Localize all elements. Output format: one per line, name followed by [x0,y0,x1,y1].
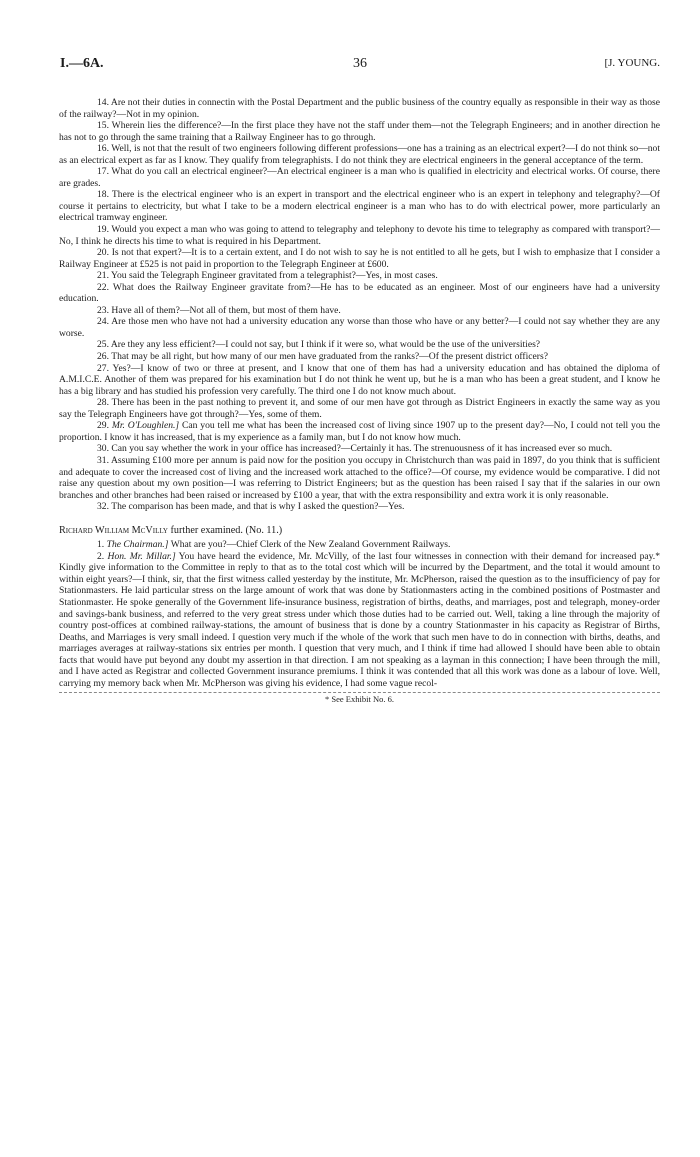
paper-reference: I.—6A. [60,56,104,71]
paragraph-28: 28. There has been in the past nothing to prevent it, and some of our men have got through as District Engineers in exactly the same way as you say the Telegraph Engineers have got through?—Yes, some of them. [59,397,660,420]
paragraph-21: 21. You said the Telegraph Engineer gravitated from a telegraphist?—Yes, in most cases. [97,270,438,282]
question-number: 2. [97,550,105,562]
page-header [60,58,660,78]
paragraph-27: 27. Yes?—I know of two or three at present, and I know that one of them has had a university education and has obtained the diploma of A.M.I.C.E. Another of them was prepared for his examination but I do not think he went up, but he is a man who has been a great student, and I know he has a big library and has studied his profession very carefully. The third one I do not know much about. [59,362,660,397]
question-number: 29. [97,420,109,432]
footnote-rule [59,692,660,693]
paragraph-26: 26. That may be all right, but how many of our men have graduated from the ranks?—Of the present district officers? [97,351,548,363]
question-text: What are you?—Chief Clerk of the New Zealand Government Railways. [170,539,451,551]
section-heading [59,525,660,537]
witness-name: [J. YOUNG. [604,57,660,69]
speaker: Hon. Mr. Millar.] [107,550,176,562]
paragraph-14: 14. Are not their duties in connectin with the Postal Department and the public business of the country equally as responsible in their way as those of the railway?—Not in my opinion. [59,97,660,120]
question-text: Can you tell me what has been the increased cost of living since 1907 up to the present day?—No, I could not tell you the proportion. I know it has increased, that is my experience as a family man, but I do not know how much. [59,420,660,443]
paragraph-q2 [59,551,660,690]
paragraph-25: 25. Are they any less efficient?—I could not say, but I think if it were so, what would be the use of the universities? [97,339,541,351]
speaker: Mr. O'Loughlen.] [111,420,180,432]
question-text: You have heard the evidence, Mr. McVilly, of the last four witnesses in connection with their demand for increased pay.* Kindly give information to the Committee in reply to that as to the total cost which will be incurred by the Department, and the total it would amount to within eight years?—I think, sir, that the first witness called yesterday by the institute, Mr. McPherson, raised the question as to the insufficiency of pay for Stationmasters. He laid particular stress on the large amount of work that was done by Stationmasters acting in the combined positions of Postmaster and Stationmaster. He spoke generally of the Government life-insurance business, registration of births, deaths, and marriages, post and telegraph, money-order and savings-bank business, and referred to the very great stress under which those duties had to be carried out. Well, taking a line through the majority of country post-offices at combined railway-stations, the amount of business that is done by a country Stationmaster in his capacity as Registrar of Births, Deaths, and Marriages is very small indeed. I question very much if the whole of the work that such men have to do in connection with births, deaths, and marriages averages at railway-stations six entries per month. I question that very much, and I think if time had allowed I should have been able to obtain facts that would have put beyond any doubt my assertion in that direction. I am not speaking as a layman in this connection; I have been through the mill, and I have acted as Registrar and collected Government insurance premiums. I think it was contended that all this work was done as a labour of love. Well, carrying my memory back when Mr. McPherson was giving his evidence, I had some vague recol- [59,550,660,689]
paragraph-15: 15. Wherein lies the difference?—In the first place they have not the staff under them—not the Telegraph Engineers; and in another direction he has not to go through the same training that a Railway Engineer has to go through. [59,120,660,143]
heading-rest: further examined. (No. 11.) [170,524,283,536]
paragraph-19: 19. Would you expect a man who was going to attend to telegraphy and telephony to devote his time to telegraphy as compared with transport?—No, I think he directs his time to what is required in his Department. [59,224,660,247]
paragraph-q1 [59,539,660,551]
paragraph-18: 18. There is the electrical engineer who is an expert in transport and the electrical engineer who is an expert in telephony and telegraphy?—Of course it pertains to electricity, but what I take to be a modern electrical engineer is a man who has to do with electrical power, more particularly an electrical tramway engineer. [59,189,660,224]
paragraph-24: 24. Are those men who have not had a university education any worse than those who have or any better?—I could not say whether they are any worse. [59,316,660,339]
footnote: * See Exhibit No. 6. [325,694,394,705]
paragraph-32: 32. The comparison has been made, and that is why I asked the question?—Yes. [97,501,405,513]
question-number: 1. [97,539,105,551]
paragraph-22: 22. What does the Railway Engineer gravitate from?—He has to be educated as an engineer. Most of our engineers have had a university education. [59,281,660,305]
paragraph-29 [59,420,660,443]
paragraph-30: 30. Can you say whether the work in your office has increased?—Certainly it has. The strenuousness of it has increased ever so much. [97,443,613,455]
paragraph-20: 20. Is not that expert?—It is to a certain extent, and I do not wish to say he is not entitled to all he gets, but I wish to emphasize that I consider a Railway Engineer at £525 is not paid in proportion to the Telegraph Engineer at £600. [59,247,660,270]
paragraph-23: 23. Have all of them?—Not all of them, but most of them have. [97,304,341,316]
paragraph-17: 17. What do you call an electrical engineer?—An electrical engineer is a man who is qualified in electricity and electrical works. Of course, there are grades. [59,166,660,189]
page-number: 36 [353,56,367,71]
page-body [59,97,660,706]
speaker: The Chairman.] [106,539,169,551]
witness-heading-name: Richard William McVilly [59,524,168,536]
paragraph-16: 16. Well, is not that the result of two engineers following different professions—one has a training as an electrical expert?—I do not think so—not as an electrical expert as far as I know. They qualify from telegraphists. I do not think they are electrical engineers in the general acceptance of the term. [59,143,660,166]
paragraph-31: 31. Assuming £100 more per annum is paid now for the position you occupy in Christchurch than was paid in 1897, do you think that is sufficient and adequate to cover the increased cost of living and the increased work attached to the office?—Of course, my evidence would be comparative. I did not raise any question about my own position—I was referring to District Engineers; but as the question has been raised I say that if the salaries in our own branches and other branches had been raised or increased by £100 a year, that with the extra responsibility and extra work it is only reasonable. [59,454,660,501]
